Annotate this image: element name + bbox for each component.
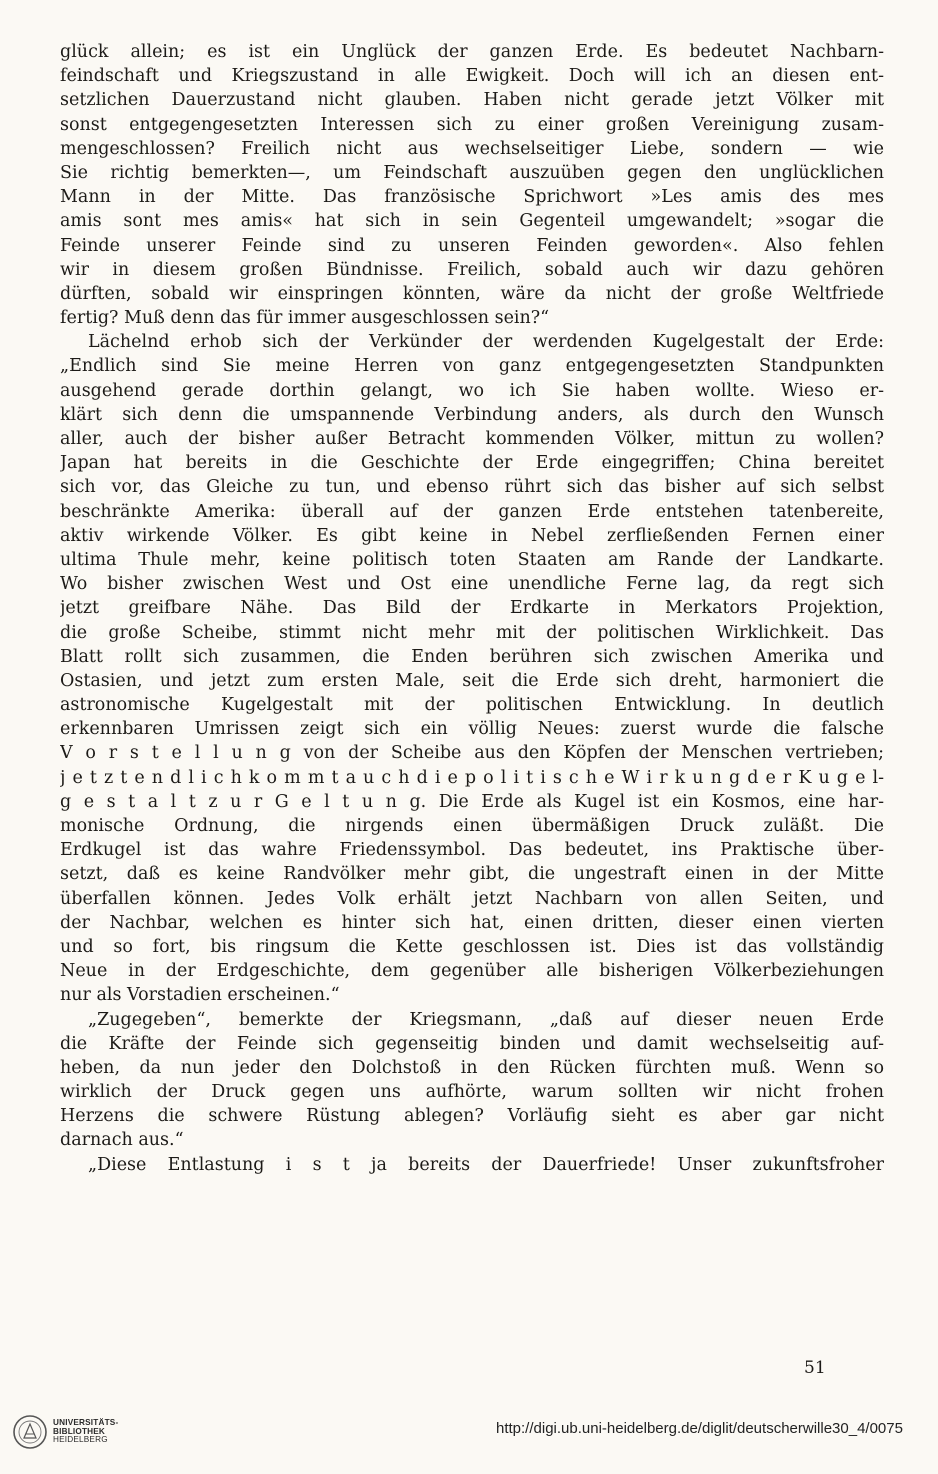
text-line-41: „Zugegeben“, bemerkte der Kriegsmann, „daß auf dieser neuen Erde	[88, 1009, 884, 1030]
text-line-36: überfallen können. Jedes Volk erhält jetzt Nachbarn von allen Seiten, und	[60, 888, 884, 909]
library-name-line-3: HEIDELBERG	[53, 1435, 108, 1445]
text-line-39: Neue in der Erdgeschichte, dem gegenüber alle bisherigen Völkerbeziehungen	[60, 961, 884, 982]
text-line-6: Sie richtig bemerkten—, um Feindschaft auszuüben gegen den unglücklichen	[60, 162, 884, 183]
text-line-18: Japan hat bereits in die Geschichte der Erde eingegriffen; China bereitet	[60, 453, 884, 474]
text-line-17: aller, auch der bisher außer Betracht kommenden Völker, mittun zu wollen?	[60, 429, 884, 449]
text-line-26: Blatt rollt sich zusammen, die Enden berühren sich zwischen Amerika und	[60, 646, 884, 667]
text-line-5: mengeschlossen? Freilich nicht aus wechselseitiger Liebe, sondern — wie	[60, 138, 884, 159]
text-line-20: beschränkte Amerika: überall auf der ganzen Erde entstehen tatenbereite,	[60, 501, 884, 522]
text-line-24: jetzt greifbare Nähe. Das Bild der Erdkarte in Merkators Projektion,	[60, 598, 884, 619]
text-line-2: feindschaft und Kriegszustand in alle Ewigkeit. Doch will ich an diesen ent-	[60, 66, 884, 87]
page-body	[60, 40, 884, 1177]
library-name-line-1: UNIVERSITÄTS-	[53, 1418, 119, 1427]
text-line-30: V o r s t e l l u n g von der Scheibe aus den Köpfen der Menschen vertrieben;	[60, 743, 884, 764]
library-name-line-2: BIBLIOTHEK	[53, 1426, 106, 1436]
text-line-12: fertig? Muß denn das für immer ausgeschlossen sein?“	[60, 308, 550, 329]
text-line-29: erkennbaren Umrissen zeigt sich ein völlig Neues: zuerst wurde die falsche	[60, 719, 884, 740]
text-line-42: die Kräfte der Feinde sich gegenseitig binden und damit wechselseitig auf-	[60, 1033, 884, 1054]
text-line-13: Lächelnd erhob sich der Verkünder der werdenden Kugelgestalt der Erde:	[88, 332, 884, 353]
text-line-4: sonst entgegengesetzten Interessen sich zu einer großen Vereinigung zusam-	[60, 114, 884, 135]
text-line-14: „Endlich sind Sie meine Herren von ganz entgegengesetzten Standpunkten	[60, 356, 884, 377]
text-line-15: ausgehend gerade dorthin gelangt, wo ich Sie haben wollte. Wieso er-	[60, 380, 884, 401]
text-line-37: der Nachbar, welchen es hinter sich hat, einen dritten, dieser einen vierten	[60, 912, 884, 933]
text-line-16: klärt sich denn die umspannende Verbindung anders, als durch den Wunsch	[60, 404, 884, 425]
text-line-23: Wo bisher zwischen West und Ost eine unendliche Ferne lag, da regt sich	[60, 574, 884, 595]
text-line-35: setzt, daß es keine Randvölker mehr gibt, die ungestraft einen in der Mitte	[60, 864, 884, 885]
text-line-28: astronomische Kugelgestalt mit der politischen Entwicklung. In deutlich	[60, 695, 884, 716]
text-line-27: Ostasien, und jetzt zum ersten Male, seit die Erde sich dreht, harmoniert die	[60, 670, 884, 691]
text-line-31: j e t z t e n d l i c h k o m m t a u c h d i e p o l i t i s c h e W i r k u n g d e r K u g e l-	[60, 767, 884, 788]
text-line-8: amis sont mes amis« hat sich in sein Gegenteil umgewandelt; »sogar die	[60, 211, 884, 232]
text-line-9: Feinde unserer Feinde sind zu unseren Feinden geworden«. Also fehlen	[60, 235, 884, 256]
text-line-43: heben, da nun jeder den Dolchstoß in den Rücken fürchten muß. Wenn so	[60, 1057, 884, 1078]
text-line-40: nur als Vorstadien erscheinen.“	[60, 985, 340, 1006]
text-line-11: dürften, sobald wir einspringen könnten, wäre da nicht der große Weltfriede	[60, 283, 884, 304]
text-line-45: Herzens die schwere Rüstung ablegen? Vorläufig sieht es aber gar nicht	[60, 1106, 884, 1127]
text-line-10: wir in diesem großen Bündnisse. Freilich, sobald auch wir dazu gehören	[60, 259, 884, 280]
text-line-19: sich vor, das Gleiche zu tun, und ebenso rührt sich das bisher auf sich selbst	[60, 477, 884, 498]
text-line-25: die große Scheibe, stimmt nicht mehr mit der politischen Wirklichkeit. Das	[60, 622, 884, 643]
text-line-44: wirklich der Druck gegen uns aufhörte, warum sollten wir nicht frohen	[60, 1082, 884, 1103]
text-line-22: ultima Thule mehr, keine politisch toten Staaten am Rande der Landkarte.	[60, 549, 884, 570]
text-line-32: g e s t a l t z u r G e l t u n g. Die Erde als Kugel ist ein Kosmos, eine har-	[60, 791, 884, 812]
text-line-3: setzlichen Dauerzustand nicht glauben. Haben nicht gerade jetzt Völker mit	[60, 90, 884, 111]
text-line-21: aktiv wirkende Völker. Es gibt keine in Nebel zerfließenden Fernen einer	[60, 525, 884, 546]
university-seal-icon	[12, 1414, 48, 1450]
text-line-1: glück allein; es ist ein Unglück der ganzen Erde. Es bedeutet Nachbarn-	[60, 42, 884, 62]
text-line-47: „Diese Entlastung i s t ja bereits der Dauerfriede! Unser zukunftsfroher	[88, 1154, 884, 1175]
source-url[interactable]: http://digi.ub.uni-heidelberg.de/diglit/deutscherwille30_4/0075	[496, 1420, 903, 1437]
text-line-7: Mann in der Mitte. Das französische Sprichwort »Les amis des mes	[60, 187, 884, 208]
text-line-33: monische Ordnung, die nirgends einen übermäßigen Druck zuläßt. Die	[60, 816, 884, 836]
page-number: 51	[804, 1358, 826, 1378]
library-name	[53, 1419, 118, 1445]
text-line-38: und so fort, bis ringsum die Kette geschlossen ist. Dies ist das vollständig	[60, 936, 884, 957]
digitization-footer	[0, 1410, 938, 1450]
text-line-34: Erdkugel ist das wahre Friedenssymbol. Das bedeutet, ins Praktische über-	[60, 840, 884, 861]
text-line-46: darnach aus.“	[60, 1130, 184, 1151]
